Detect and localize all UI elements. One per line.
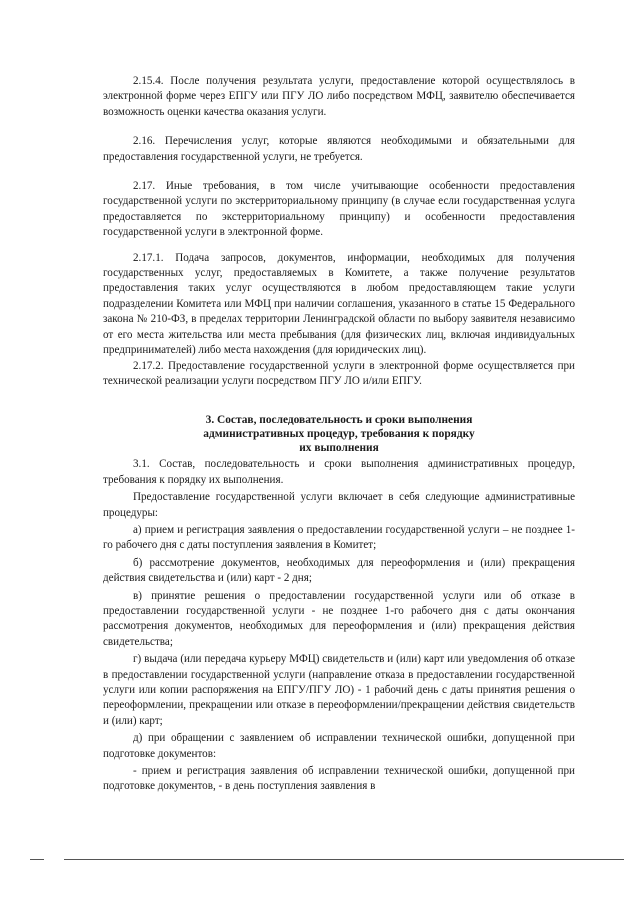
- footer-rule-left: [30, 859, 44, 860]
- paragraph-3-1: 3.1. Состав, последовательность и сроки выполнения административных процедур, требования к порядку их выполнения.: [103, 458, 575, 486]
- section-3-heading: [103, 413, 575, 455]
- section-3-heading-line-1: 3. Состав, последовательность и сроки выполнения: [205, 414, 473, 427]
- paragraph-2-17-2: 2.17.2. Предоставление государственной услуги в электронной форме осуществляется при технической реализации услуги посредством ПГУ ЛО и/или ЕПГУ.: [103, 359, 575, 387]
- paragraph-procedures-intro: Предоставление государственной услуги включает в себя следующие административные процедуры:: [103, 491, 575, 519]
- paragraph-item-a: а) прием и регистрация заявления о предоставлении государственной услуги – не позднее 1-го рабочего дня с даты поступления заявления в Комитет;: [103, 523, 575, 552]
- paragraph-item-g: г) выдача (или передача курьеру МФЦ) свидетельств и (или) карт или уведомления об отказе в предоставлении государственной услуги (направление отказа в предоставлении государственной услуги или копии распоряжения на ЕПГУ/ПГУ ЛО) - 1 рабочий день с даты принятия решения о переоформлении, прекращении или отказе в переоформлении/прекращении действия свидетельств и (или) карт;: [103, 653, 575, 727]
- footer-rule-main: [64, 859, 624, 860]
- paragraph-item-v: в) принятие решения о предоставлении государственной услуги или об отказе в предоставлении государственной услуги - не позднее 1-го рабочего дня с даты окончания рассмотрения документов, необходимых для переоформления и (или) прекращения действия свидетельства;: [103, 589, 575, 648]
- section-3-heading-line-3: их выполнения: [299, 442, 379, 455]
- section-3-heading-line-2: административных процедур, требования к порядку: [203, 428, 475, 441]
- paragraph-2-17: 2.17. Иные требования, в том числе учитывающие особенности предоставления государственной услуги по экстерриториальному принципу (в случае если государственная услуга предоставляется по экстерриториальному принципу) и особенности предоставления государственной услуги в электронной форме.: [103, 180, 575, 239]
- paragraph-2-17-1: 2.17.1. Подача запросов, документов, информации, необходимых для получения государственных услуг, предоставляемых в Комитете, а также получение результатов предоставления таких услуг осуществляются в любом предоставляющем такие услуги подразделении Комитета или МФЦ при наличии соглашения, указанного в статье 15 Федерального закона № 210-ФЗ, в пределах территории Ленинградской области по выбору заявителя независимо от его места жительства или места пребывания (для физических лиц, включая индивидуальных предпринимателей) либо места нахождения (для юридических лиц).: [103, 251, 575, 357]
- document-page: [103, 74, 575, 795]
- paragraph-2-15-4: 2.15.4. После получения результата услуги, предоставление которой осуществлялось в электронной форме через ЕПГУ или ПГУ ЛО либо посредством МФЦ, заявителю обеспечивается возможность оценки качества оказания услуги.: [103, 75, 575, 118]
- paragraph-2-16: 2.16. Перечисления услуг, которые являются необходимыми и обязательными для предоставления государственной услуги, не требуется.: [103, 135, 575, 163]
- paragraph-item-d-sub-1: - прием и регистрация заявления об исправлении технической ошибки, допущенной при подготовке документов, - в день поступления заявления в: [103, 765, 575, 793]
- paragraph-item-d: д) при обращении с заявлением об исправлении технической ошибки, допущенной при подготовке документов:: [103, 732, 575, 760]
- paragraph-item-b: б) рассмотрение документов, необходимых для переоформления и (или) прекращения действия свидетельства и (или) карт - 2 дня;: [103, 556, 575, 585]
